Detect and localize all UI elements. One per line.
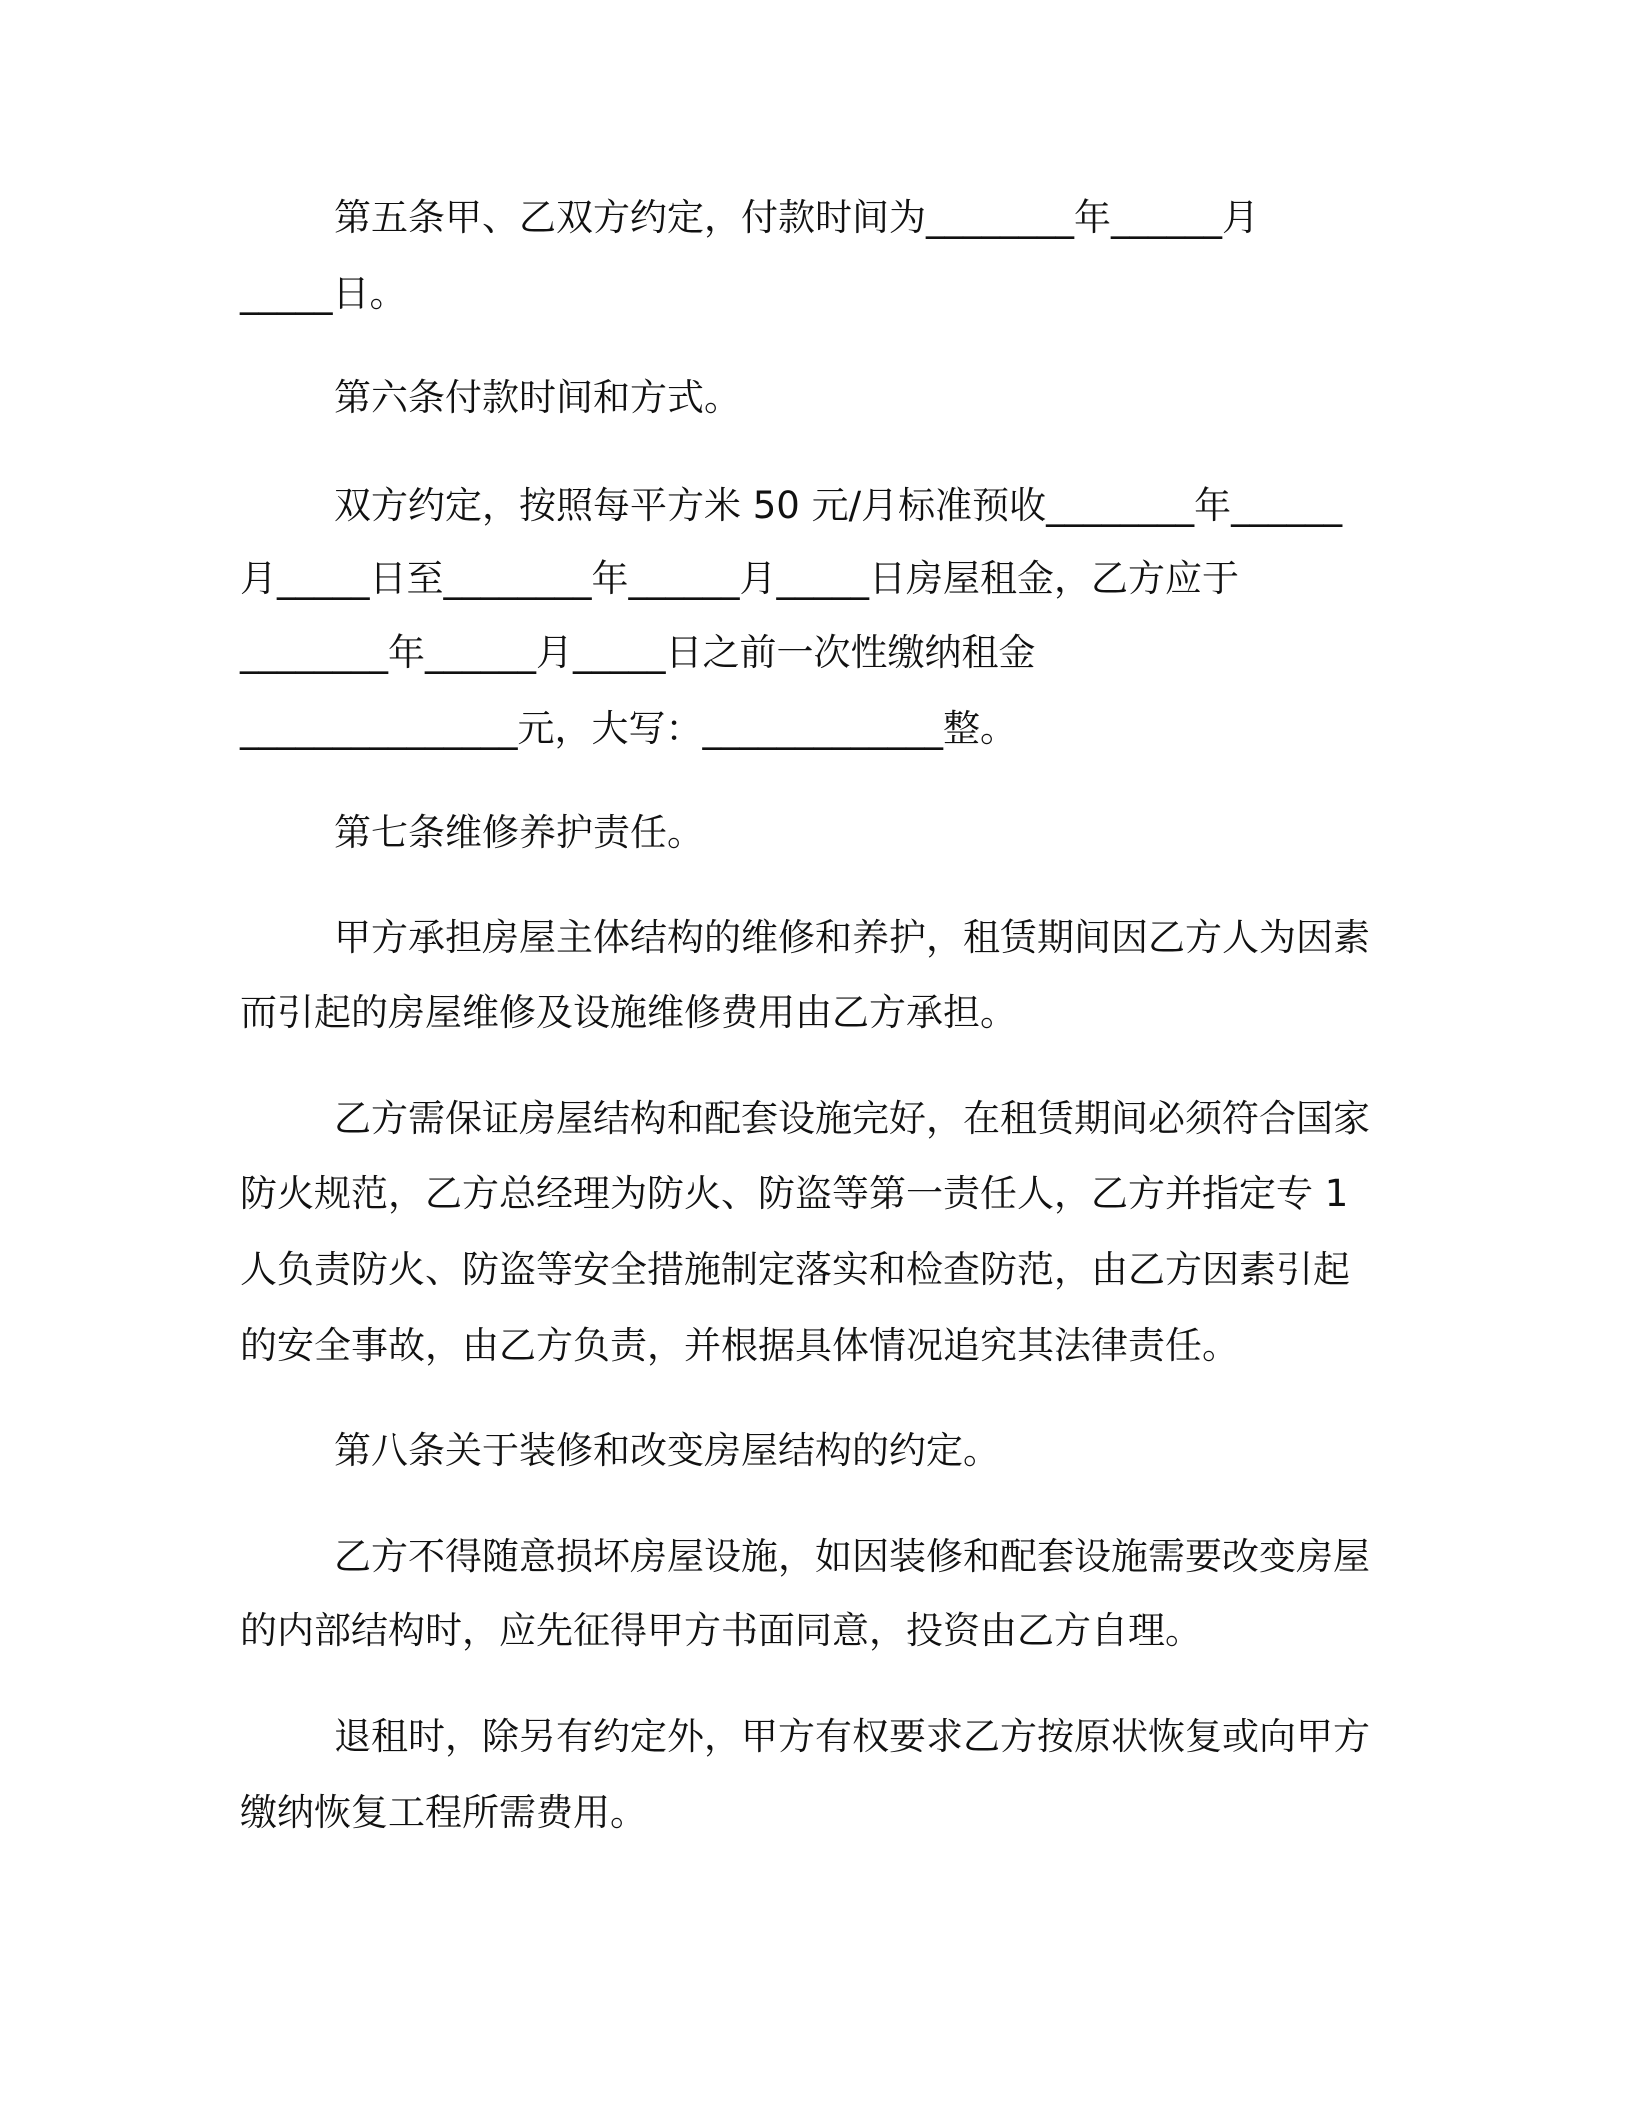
text-line: 月_____日至________年______月_____日房屋租金，乙方应于 bbox=[240, 557, 1239, 600]
text-line: 防火规范，乙方总经理为防火、防盗等第一责任人，乙方并指定专 1 bbox=[240, 1172, 1349, 1215]
text-line: _______________元，大写：_____________整。 bbox=[240, 707, 1017, 750]
section-heading: 第八条关于装修和改变房屋结构的约定。 bbox=[334, 1429, 1000, 1472]
section-heading: 第六条付款时间和方式。 bbox=[334, 376, 741, 419]
text-line: 而引起的房屋维修及设施维修费用由乙方承担。 bbox=[240, 991, 1017, 1034]
text-line: ________年______月_____日之前一次性缴纳租金 bbox=[240, 631, 1036, 674]
text-line: 的内部结构时，应先征得甲方书面同意，投资由乙方自理。 bbox=[240, 1609, 1202, 1652]
text-line: 乙方需保证房屋结构和配套设施完好，在租赁期间必须符合国家 bbox=[334, 1097, 1370, 1140]
text-line: 的安全事故，由乙方负责，并根据具体情况追究其法律责任。 bbox=[240, 1324, 1239, 1367]
text-line: _____日。 bbox=[240, 272, 407, 315]
text-line: 乙方不得随意损坏房屋设施，如因装修和配套设施需要改变房屋 bbox=[334, 1535, 1370, 1578]
text-line: 退租时，除另有约定外，甲方有权要求乙方按原状恢复或向甲方 bbox=[334, 1715, 1370, 1758]
text-line: 缴纳恢复工程所需费用。 bbox=[240, 1791, 647, 1834]
text-line: 第五条甲、乙双方约定，付款时间为________年______月 bbox=[334, 196, 1259, 239]
text-line: 甲方承担房屋主体结构的维修和养护，租赁期间因乙方人为因素 bbox=[334, 916, 1370, 959]
text-line: 人负责防火、防盗等安全措施制定落实和检查防范，由乙方因素引起 bbox=[240, 1248, 1350, 1291]
section-heading: 第七条维修养护责任。 bbox=[334, 811, 704, 854]
text-line: 双方约定，按照每平方米 50 元/月标准预收________年______ bbox=[334, 484, 1343, 527]
